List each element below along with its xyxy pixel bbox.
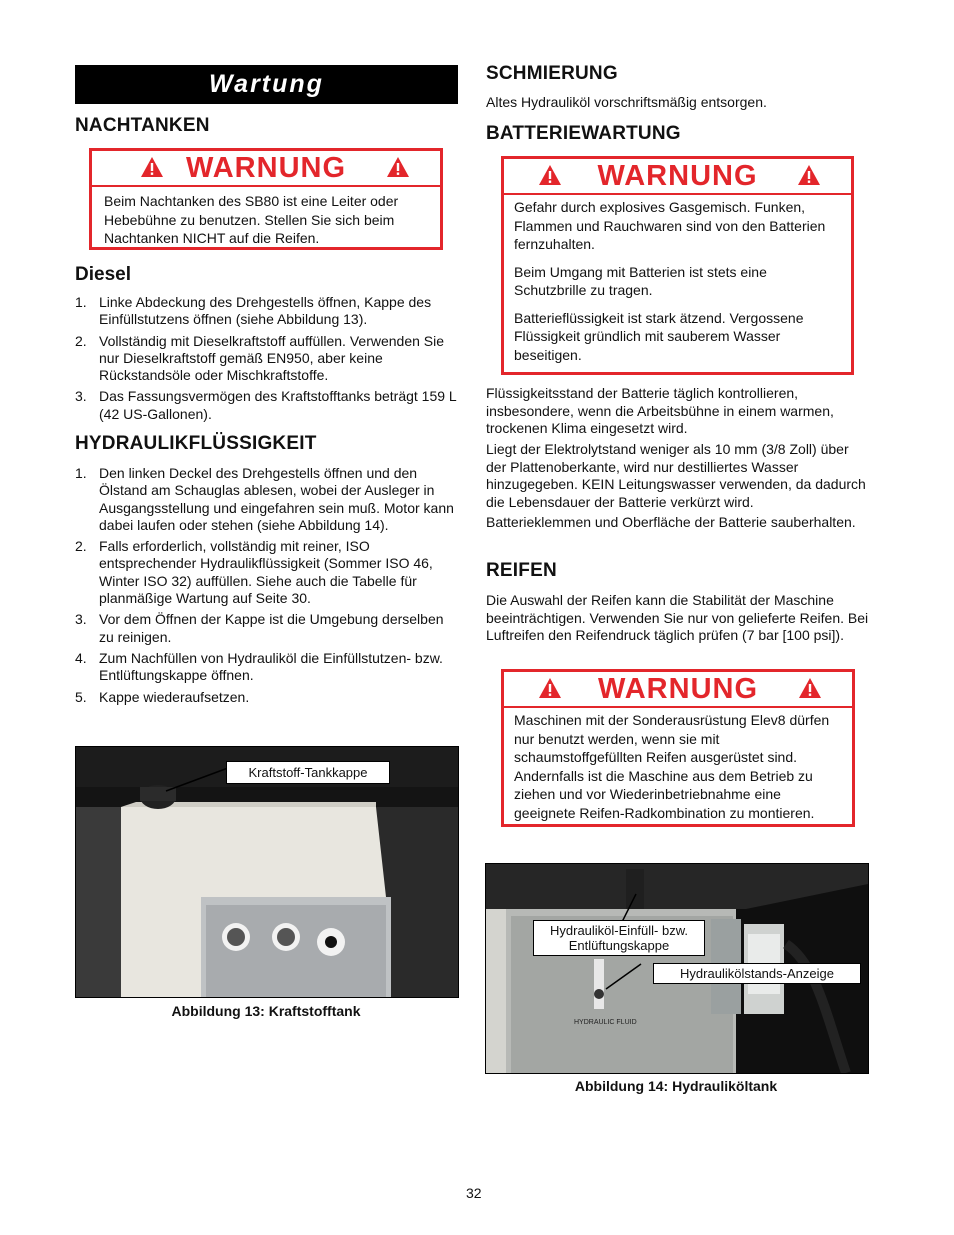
heading-hydraulikfluessigkeit: HYDRAULIKFLÜSSIGKEIT [75, 433, 317, 454]
warning-text: Beim Nachtanken des SB80 ist eine Leiter oder Hebebühne zu benutzen. Stellen Sie sich beim Nachtanken NICHT auf die Reifen. [104, 193, 399, 246]
heading-nachtanken: NACHTANKEN [75, 115, 210, 136]
page-number: 32 [466, 1185, 482, 1201]
warning-text: Beim Umgang mit Batterien ist stets eine Schutzbrille zu tragen. [514, 263, 767, 298]
heading-schmierung: SCHMIERUNG [486, 63, 618, 84]
battery-paragraph: Flüssigkeitsstand der Batterie täglich kontrollieren, insbesondere, wenn die Arbeitsbühne in einem warmen, trockenen Klima eingesetzt wird. [486, 385, 834, 436]
figure-14-caption: Abbildung 14: Hydrauliköltank [574, 1078, 778, 1094]
list-item: 2. Vollständig mit Dieselkraftstoff auffüllen. Verwenden Sie nur Dieselkraftstoff gemäß EN950, aber keine Rückstandsöle oder Mischkraftstoffe. [75, 332, 445, 384]
diesel-steps-list [75, 294, 460, 427]
hydraulic-fluid-plate: HYDRAULIC FLUID [574, 1019, 637, 1026]
heading-diesel: Diesel [75, 264, 131, 285]
warning-box-battery [501, 156, 854, 375]
heading-reifen: REIFEN [486, 560, 557, 581]
warning-box-refuel [89, 148, 443, 250]
photo-hydraulic-tank [485, 863, 869, 1074]
section-banner: Wartung [75, 65, 458, 104]
list-item: 2. Falls erforderlich, vollständig mit reiner, ISO entsprechender Hydraulikflüssigkeit (Sommer ISO 46, Winter ISO 32) auffüllen. Siehe auch die Tabelle für planmäßige Wartung auf Seite 30. [75, 538, 433, 607]
warning-header [504, 672, 852, 708]
schmierung-text: Altes Hydrauliköl vorschriftsmäßig entsorgen. [486, 94, 767, 110]
heading-batteriewartung: BATTERIEWARTUNG [486, 123, 681, 144]
reifen-text: Die Auswahl der Reifen kann die Stabilität der Maschine beeinträchtigen. Verwenden Sie nur von gelieferte Reifen. Bei Luftreifen den Reifendruck täglich prüfen (7 bar [100 psi]). [486, 592, 869, 643]
callout-level-gauge: Hydraulikölstands-Anzeige [653, 963, 861, 984]
list-item: 1. Linke Abdeckung des Drehgestells öffnen, Kappe des Einfüllstutzens öffnen (siehe Abbildung 13). [75, 294, 432, 328]
list-item: 4. Zum Nachfüllen von Hydrauliköl die Einfüllstutzen- bzw. Entlüftungskappe öffnen. [75, 649, 443, 684]
warning-label: WARNUNG [185, 152, 347, 184]
callout-fill-cap: Hydrauliköl-Einfüll- bzw. Entlüftungskappe [533, 920, 705, 956]
warning-box-tires [501, 669, 855, 827]
hydraulik-steps-list [75, 465, 460, 710]
list-item: 3. Vor dem Öffnen der Kappe ist die Umgebung derselben zu reinigen. [75, 611, 444, 645]
battery-paragraph: Liegt der Elektrolytstand weniger als 10 mm (3/8 Zoll) über der Plattenoberkante, wird nur destilliertes Wasser hinzugegeben. KEIN Leitungswasser verwenden, da dadurch die Lebensdauer der Batterie verkürzt wird. [486, 441, 866, 510]
warning-label: WARNUNG [597, 160, 758, 192]
warning-triangle-icon [798, 677, 822, 699]
warning-text: Maschinen mit der Sonderausrüstung Elev8 dürfen nur benutzt werden, wenn sie mit schaumstoffgefüllten Reifen ausgerüstet sind. Andernfalls ist die Maschine aus dem Betrieb zu ziehen und vor Wiederinbetriebnahme eine geeignete Reifen-Radkombination zu montieren. [514, 712, 830, 821]
photo-fuel-tank [75, 746, 459, 998]
warning-label: WARNUNG [597, 673, 759, 705]
warning-triangle-icon [386, 156, 410, 178]
list-item: 1. Den linken Deckel des Drehgestells öffnen und den Ölstand am Schauglas ablesen, wobei der Ausleger in Ausgangsstellung und eingefahren sein muß. Motor kann dabei laufen oder stehen (siehe Abbildung 14). [75, 465, 454, 533]
battery-paragraph: Batterieklemmen und Oberfläche der Batterie sauberhalten. [486, 514, 856, 530]
callout-fuel-cap: Kraftstoff-Tankkappe [226, 761, 390, 784]
fuel-tank-illustration [76, 747, 458, 997]
warning-header [92, 151, 440, 187]
warning-text: Gefahr durch explosives Gasgemisch. Funken, Flammen und Rauchwaren sind von den Batterien fernzuhalten. [514, 199, 826, 252]
list-item: 3. Das Fassungsvermögen des Kraftstofftanks beträgt 159 L (42 US-Gallonen). [75, 388, 457, 422]
list-item: 5. Kappe wiederaufsetzen. [75, 688, 250, 705]
warning-triangle-icon [797, 164, 821, 186]
warning-text: Batterieflüssigkeit ist stark ätzend. Vergossene Flüssigkeit gründlich mit sauberem Wasser beseitigen. [514, 309, 804, 363]
warning-header [504, 159, 851, 195]
figure-13-caption: Abbildung 13: Kraftstofftank [171, 1003, 361, 1019]
